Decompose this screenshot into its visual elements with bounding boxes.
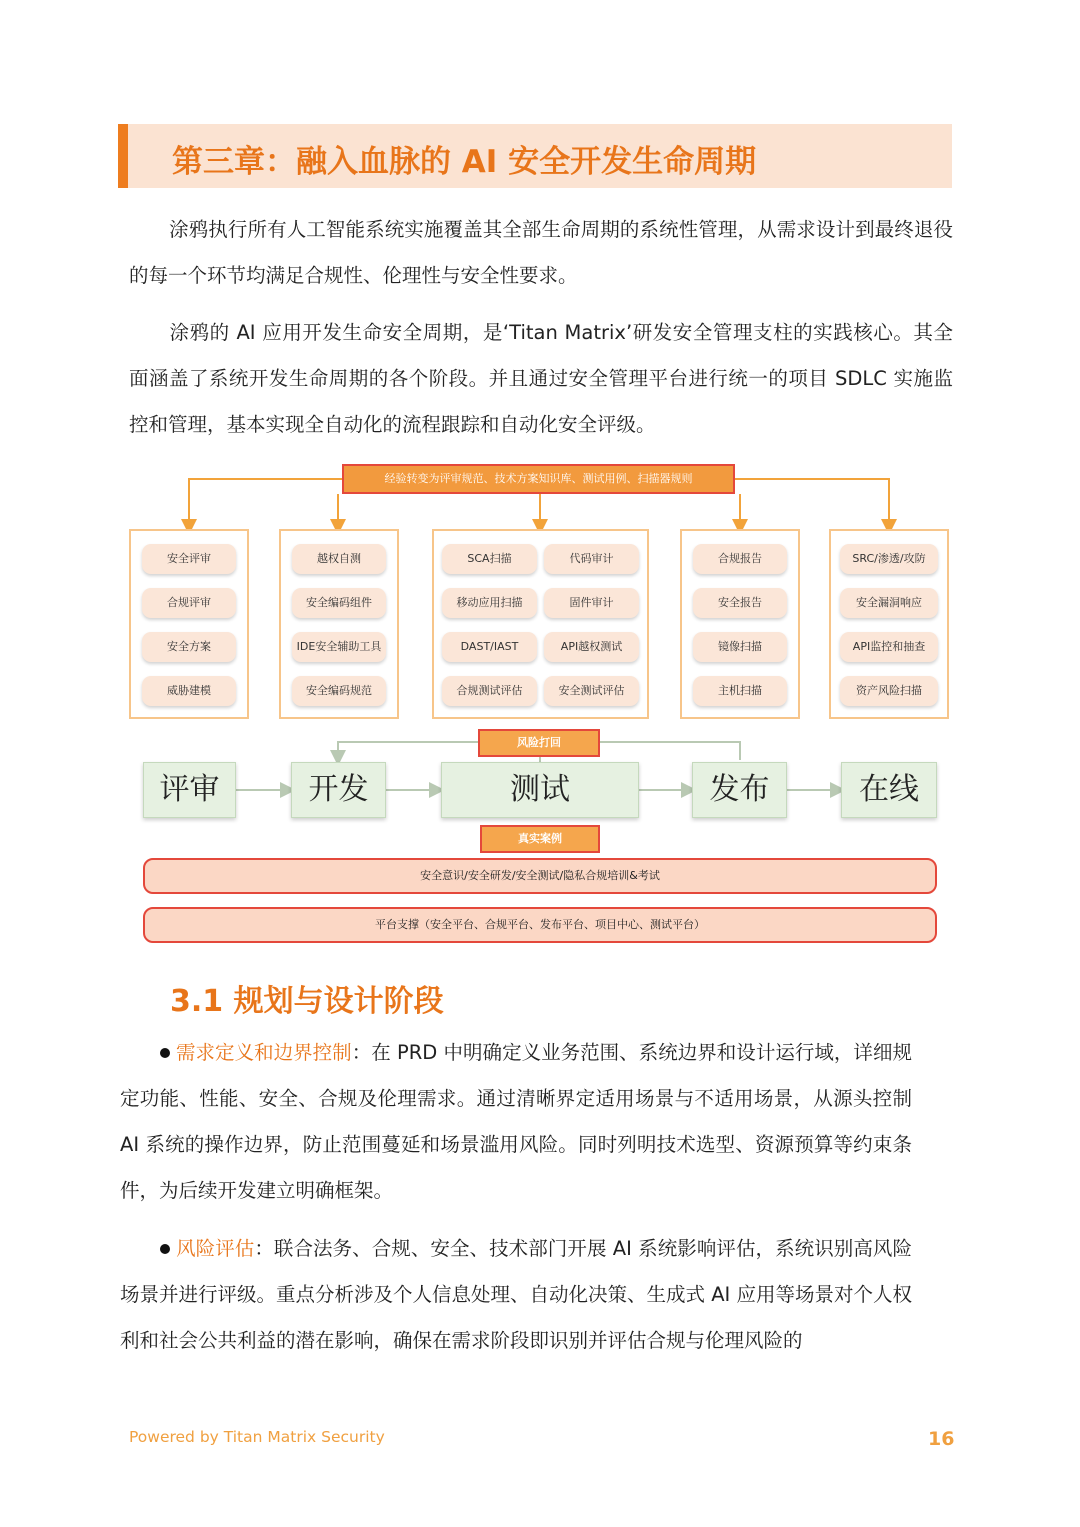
pill-secure-coding-components: 安全编码组件 <box>292 588 386 618</box>
pill-src-pentest: SRC/渗透/攻防 <box>840 544 938 574</box>
column-release <box>680 529 800 719</box>
pill-compliance-report: 合规报告 <box>693 544 787 574</box>
pill-ide-security-tool: IDE安全辅助工具 <box>292 632 386 662</box>
pill-mobile-app-scan: 移动应用扫描 <box>442 588 537 618</box>
phase-test: 测试 <box>441 762 639 818</box>
phase-review: 评审 <box>143 762 236 818</box>
column-review <box>129 529 249 719</box>
pill-vuln-response: 安全漏洞响应 <box>840 588 938 618</box>
training-bar: 安全意识/安全研发/安全测试/隐私合规培训&考试 <box>143 858 937 894</box>
phase-online: 在线 <box>841 762 937 818</box>
pill-compliance-review: 合规评审 <box>142 588 236 618</box>
pill-privilege-selftest: 越权自测 <box>292 544 386 574</box>
pill-secure-coding-standard: 安全编码规范 <box>292 676 386 706</box>
pill-api-monitoring: API监控和抽查 <box>840 632 938 662</box>
bullet-text-requirements: ：在 PRD 中明确定义业务范围、系统边界和设计运行域，详细规定功能、性能、安全、合规及伦理需求。通过清晰界定适用场景与不适用场景，从源头控制 AI 系统的操作边界，防止范围蔓延和场景滥用风险。同时列明技术选型、资源预算等约束条件，为后续开发建立明确框架。 <box>120 1041 912 1202</box>
intro-text-2: 涂鸦的 AI 应用开发生命安全周期，是‘Titan Matrix’研发安全管理支柱的实践核心。其全面涵盖了系统开发生命周期的各个阶段。并且通过安全管理平台进行统一的项目 SDLC 实施监控和管理，基本实现全自动化的流程跟踪和自动化安全评级。 <box>129 321 953 436</box>
pill-image-scan: 镜像扫描 <box>693 632 787 662</box>
bullet-dot-icon <box>160 1244 170 1254</box>
pill-asset-risk-scan: 资产风险扫描 <box>840 676 938 706</box>
bullet-dot-icon <box>160 1048 170 1058</box>
real-case-tag: 真实案例 <box>480 825 600 853</box>
risk-return-tag: 风险打回 <box>478 729 600 757</box>
pill-security-review: 安全评审 <box>142 544 236 574</box>
pill-compliance-test: 合规测试评估 <box>442 676 537 706</box>
bullet-risk-assessment <box>120 1226 912 1364</box>
platform-support-bar: 平台支撑（安全平台、合规平台、发布平台、项目中心、测试平台） <box>143 907 937 943</box>
footer-powered-by: Powered by Titan Matrix Security <box>129 1428 385 1446</box>
section-title: 3.1 规划与设计阶段 <box>170 984 444 1019</box>
pill-host-scan: 主机扫描 <box>693 676 787 706</box>
column-develop <box>279 529 399 719</box>
bullet-requirements <box>120 1030 912 1214</box>
pill-sca-scan: SCA扫描 <box>442 544 537 574</box>
pill-code-audit: 代码审计 <box>544 544 639 574</box>
phase-develop: 开发 <box>291 762 386 818</box>
pill-threat-modeling: 威胁建模 <box>142 676 236 706</box>
bullet-keyword-requirements: 需求定义和边界控制 <box>176 1041 352 1064</box>
pill-firmware-audit: 固件审计 <box>544 588 639 618</box>
chapter-title: 第三章：融入血脉的 AI 安全开发生命周期 <box>172 144 757 180</box>
pill-security-plan: 安全方案 <box>142 632 236 662</box>
experience-banner: 经验转变为评审规范、技术方案知识库、测试用例、扫描器规则 <box>342 464 735 494</box>
page-number: 16 <box>928 1428 955 1450</box>
bullet-text-risk: ：联合法务、合规、安全、技术部门开展 AI 系统影响评估，系统识别高风险场景并进行评级。重点分析涉及个人信息处理、自动化决策、生成式 AI 应用等场景对个人权利和社会公共利益的潜在影响，确保在需求阶段即识别并评估合规与伦理风险的 <box>120 1237 912 1352</box>
pill-security-report: 安全报告 <box>693 588 787 618</box>
pill-security-test: 安全测试评估 <box>544 676 639 706</box>
column-test <box>432 529 649 719</box>
intro-text-1: 涂鸦执行所有人工智能系统实施覆盖其全部生命周期的系统性管理，从需求设计到最终退役的每一个环节均满足合规性、伦理性与安全性要求。 <box>129 218 953 287</box>
column-online <box>829 529 949 719</box>
phase-release: 发布 <box>692 762 787 818</box>
pill-dast-iast: DAST/IAST <box>442 632 537 662</box>
bullet-keyword-risk: 风险评估 <box>176 1237 255 1260</box>
pill-api-privilege-test: API越权测试 <box>544 632 639 662</box>
